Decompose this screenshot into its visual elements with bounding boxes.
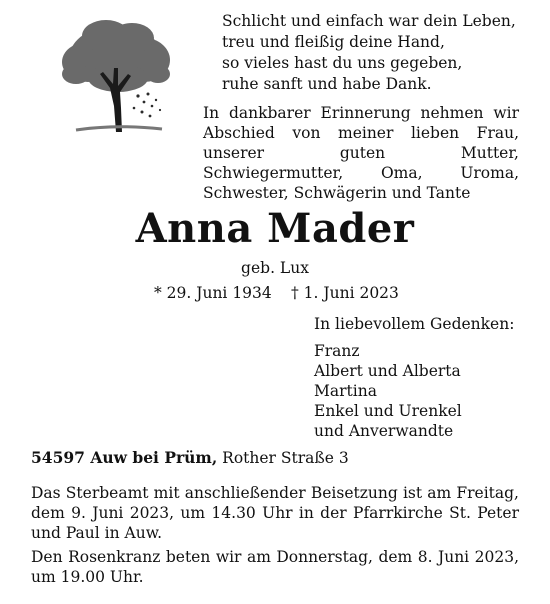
mourner: Franz xyxy=(314,342,360,360)
funeral-text: Das Sterbeamt mit anschließender Beisetzung ist am Freitag, dem 9. Juni 2023, um 14.30 Uhr in der Pfarrkirche St. Peter und Paul in Auw. xyxy=(31,484,519,542)
rosary-text: Den Rosenkranz beten wir am Donnerstag, dem 8. Juni 2023, um 19.00 Uhr. xyxy=(31,548,519,586)
intro-text: In dankbarer Erinnerung nehmen wir Abschied von meiner lieben Frau, unserer guten Mutter, Schwiegermutter, Oma, Uroma, Schwester, Schwägerin und Tante xyxy=(203,104,519,202)
poem-line: Schlicht und einfach war dein Leben, xyxy=(222,12,516,30)
maiden-name: geb. Lux xyxy=(241,259,309,277)
poem-line: so vieles hast du uns gegeben, xyxy=(222,54,463,72)
death-date: † 1. Juni 2023 xyxy=(291,284,399,302)
address-street: Rother Straße 3 xyxy=(222,449,349,467)
mourner: Enkel und Urenkel xyxy=(314,402,462,420)
poem-line: ruhe sanft und habe Dank. xyxy=(222,75,432,93)
mourner: und Anverwandte xyxy=(314,422,454,440)
mourners-list xyxy=(314,341,462,441)
birth-date: * 29. Juni 1934 xyxy=(154,284,272,302)
deceased-name: Anna Mader xyxy=(135,205,415,252)
memory-heading: In liebevollem Gedenken: xyxy=(314,315,515,333)
poem-line: treu und fleißig deine Hand, xyxy=(222,33,445,51)
tree-icon xyxy=(56,16,178,134)
address xyxy=(31,448,349,468)
poem xyxy=(222,11,516,95)
mourner: Albert und Alberta xyxy=(314,362,461,380)
address-place: 54597 Auw bei Prüm, xyxy=(31,448,218,467)
mourner: Martina xyxy=(314,382,377,400)
